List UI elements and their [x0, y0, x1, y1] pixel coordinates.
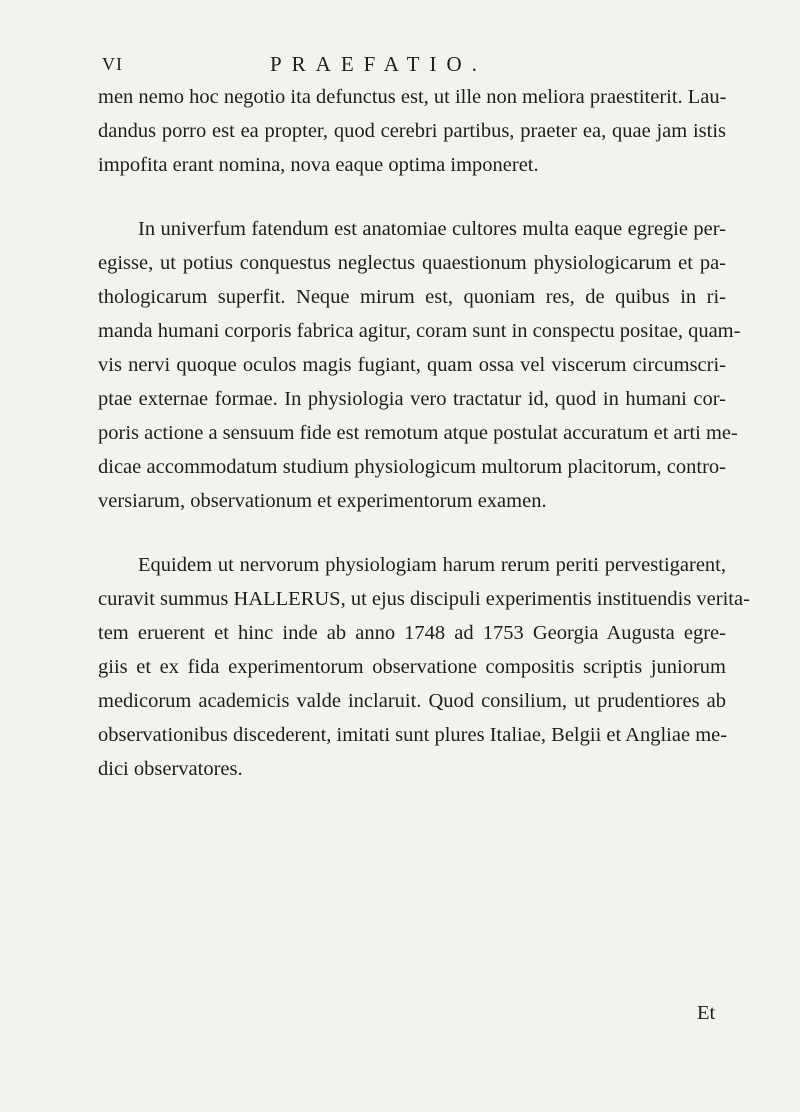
text-line: thologicarum superfit. Neque mirum est, quoniam res, de quibus in ri- — [98, 286, 726, 308]
text-line: manda humani corporis fabrica agitur, coram sunt in conspectu positae, quam- — [98, 320, 741, 342]
text-line: egisse, ut potius conquestus neglectus quaestionum physiologicarum et pa- — [98, 252, 726, 274]
paragraph-gap — [98, 182, 726, 212]
paragraph-3 — [98, 548, 750, 786]
text-line: impofita erant nomina, nova eaque optima imponeret. — [98, 154, 539, 176]
text-line: observationibus discederent, imitati sunt plures Italiae, Belgii et Angliae me- — [98, 724, 728, 746]
running-head: PRAEFATIO. — [270, 52, 487, 76]
paragraph-1 — [98, 80, 726, 182]
text-line: dandus porro est ea propter, quod cerebri partibus, praeter ea, quae jam istis — [98, 120, 726, 142]
text-line: dici observatores. — [98, 758, 243, 780]
text-line: men nemo hoc negotio ita defunctus est, ut ille non meliora praestiterit. Lau- — [98, 86, 727, 108]
paragraph-2 — [98, 212, 741, 518]
text-line: tem eruerent et hinc inde ab anno 1748 ad 1753 Georgia Augusta egre- — [98, 622, 726, 644]
body-text — [98, 80, 750, 786]
text-line: medicorum academicis valde inclaruit. Quod consilium, ut prudentiores ab — [98, 690, 726, 712]
text-line: versiarum, observationum et experimentorum examen. — [98, 490, 547, 512]
text-line: ptae externae formae. In physiologia vero tractatur id, quod in humani cor- — [98, 388, 726, 410]
text-line: vis nervi quoque oculos magis fugiant, quam ossa vel viscerum circumscri- — [98, 354, 726, 376]
text-line: Equidem ut nervorum physiologiam harum rerum periti pervestigarent, — [138, 554, 726, 576]
text-line: poris actione a sensuum fide est remotum atque postulat accuratum et arti me- — [98, 422, 738, 444]
text-line: In univerfum fatendum est anatomiae cultores multa eaque egregie per- — [138, 218, 726, 240]
page-number: VI — [102, 54, 123, 74]
text-line: dicae accommodatum studium physiologicum multorum placitorum, contro- — [98, 456, 726, 478]
text-line: giis et ex fida experimentorum observatione compositis scriptis juniorum — [98, 656, 726, 678]
paragraph-gap — [98, 518, 726, 548]
text-line: curavit summus HALLERUS, ut ejus discipuli experimentis instituendis verita- — [98, 588, 750, 610]
catchword: Et — [697, 1002, 716, 1024]
page-header — [100, 52, 740, 82]
